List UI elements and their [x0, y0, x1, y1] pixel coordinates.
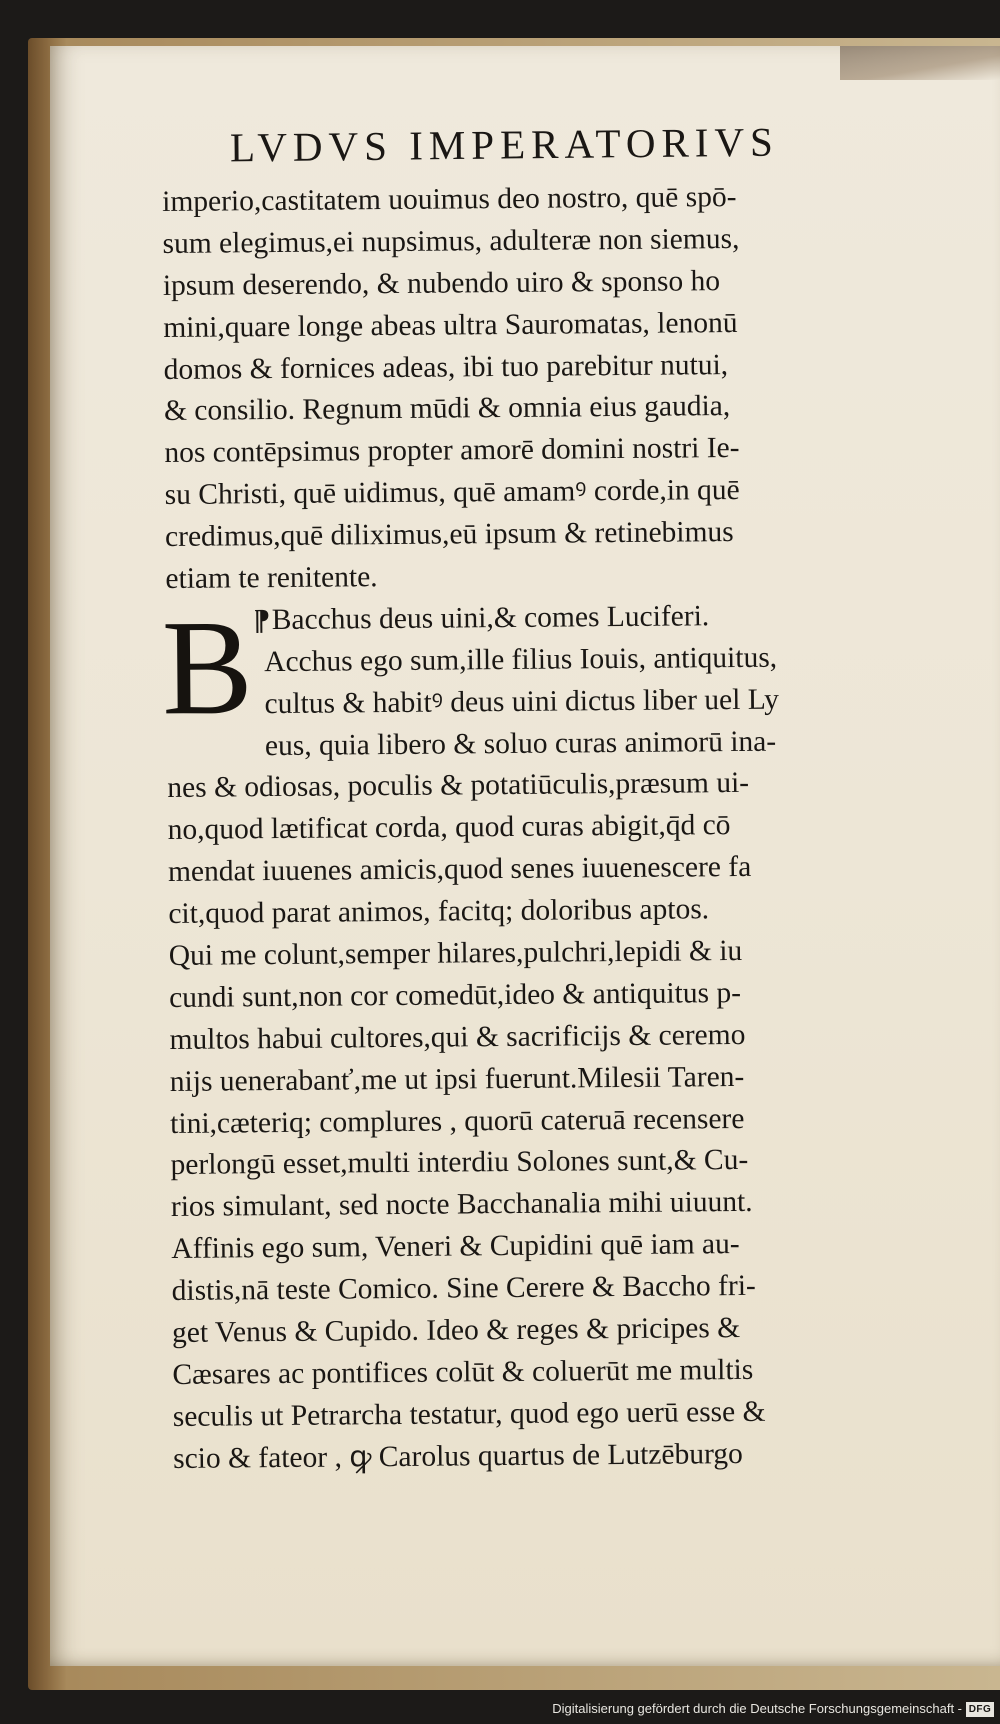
text-line: perlongū esset,multi interdiu Solones sunt,& Cu- [170, 1144, 749, 1182]
section-caption-text: Bacchus deus uini,& comes Luciferi. [271, 600, 710, 636]
text-line: & consilio. Regnum mūdi & omnia eius gaudia, [163, 390, 731, 428]
footer-bar [0, 1694, 1000, 1724]
text-line: cit,quod parat animos, facitq; doloribus aptos. [168, 893, 710, 931]
text-line: nes & odiosas, poculis & potatiūculis,præsum ui- [167, 767, 750, 805]
text-line: imperio,castitatem uouimus deo nostro, quē spō- [162, 180, 737, 218]
text-line: mendat iuuenes amicis,quod senes iuuenescere fa [167, 851, 752, 889]
text-line: tini,cæteriq; complures , quorū cateruā recensere [170, 1102, 745, 1140]
text-line: ipsum deserendo, & nubendo uiro & sponso ho [162, 264, 721, 302]
text-line: Cæsares ac pontifices colūt & coluerūt me multis [172, 1353, 754, 1391]
text-line: cundi sunt,non cor comedūt,ideo & antiquitus p- [168, 976, 742, 1014]
text-line: distis,nā teste Comico. Sine Cerere & Baccho fri- [171, 1270, 756, 1308]
text-line: eus, quia libero & soluo curas animorū ina- [264, 725, 777, 762]
text-line: Acchus ego sum,ille filius Iouis, antiquitus, [264, 641, 778, 678]
text-line: cultus & habitꝰ deus uini dictus liber uel Ly [264, 683, 780, 720]
text-line: get Venus & Cupido. Ideo & reges & pricipes & [171, 1312, 741, 1350]
footer-credit: Digitalisierung gefördert durch die Deutsche Forschungsgemeinschaft - [552, 1701, 962, 1716]
text-block [162, 175, 973, 1481]
text-line: credimus,quē diliximus,eū ipsum & retinebimus [164, 516, 734, 554]
text-line: su Christi, quē uidimus, quē amamꝰ corde,in quē [164, 474, 740, 512]
section-caption [166, 594, 966, 643]
dfg-logo-icon: DFG [966, 1702, 994, 1717]
text-line: mini,quare longe abeas ultra Sauromatas, lenonū [163, 306, 738, 344]
torn-corner [840, 46, 1000, 80]
text-line: no,quod lætificat corda, quod curas abigit,q̄d cō [167, 809, 731, 847]
running-head: LVDVS IMPERATORIVS [229, 118, 780, 171]
text-line: nos contēpsimus propter amorē domini nostri Ie- [164, 432, 740, 470]
drop-cap: B [161, 592, 254, 744]
text-line: Affinis ego sum, Veneri & Cupidini quē iam au- [171, 1228, 740, 1266]
text-line: multos habui cultores,qui & sacrificijs & ceremo [169, 1018, 746, 1056]
text-line: domos & fornices adeas, ibi tuo parebitur nutui, [163, 348, 729, 386]
text-line: sum elegimus,ei nupsimus, adulteræ non siemus, [162, 222, 740, 260]
text-line: scio & fateor , ꝙ Carolus quartus de Lutzēburgo [173, 1437, 743, 1475]
text-line: rios simulant, sed nocte Bacchanalia mihi uiuunt. [170, 1186, 753, 1224]
text-line: nijs uenerabanť,me ut ipsi fuerunt.Milesii Taren- [169, 1060, 745, 1098]
text-line: seculis ut Petrarcha testatur, quod ego uerū esse & [172, 1395, 766, 1433]
text-line: etiam te renitente. [165, 561, 378, 595]
text-line: Qui me colunt,semper hilares,pulchri,lepidi & iu [168, 934, 743, 973]
pilcrow-icon: ¶ [253, 603, 270, 637]
